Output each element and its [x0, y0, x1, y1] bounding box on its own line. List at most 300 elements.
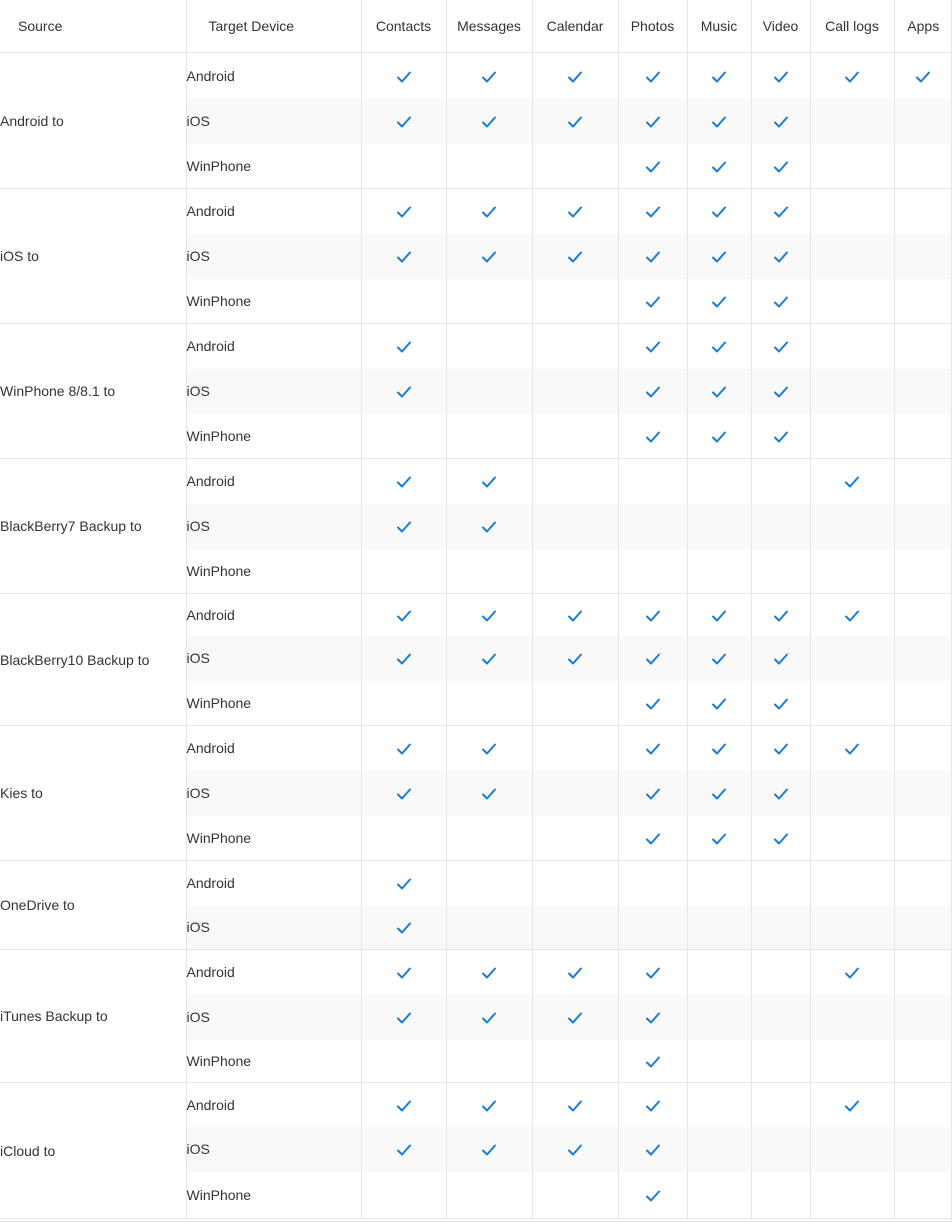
checkmark-icon [645, 115, 661, 129]
support-cell-apps [894, 681, 952, 726]
support-cell-calendar [532, 279, 618, 324]
support-cell-contacts [361, 906, 446, 950]
support-cell-video [751, 189, 810, 234]
support-cell-messages [446, 636, 532, 681]
support-cell-music [687, 1127, 751, 1172]
support-cell-contacts [361, 726, 446, 771]
support-cell-calendar [532, 234, 618, 279]
support-cell-apps [894, 234, 952, 279]
support-cell-photos [618, 234, 687, 279]
table-row [0, 324, 952, 369]
support-cell-music [687, 681, 751, 726]
checkmark-icon [711, 115, 727, 129]
checkmark-icon [773, 205, 789, 219]
support-cell-apps [894, 189, 952, 234]
checkmark-icon [567, 1143, 583, 1157]
support-cell-messages [446, 816, 532, 861]
support-cell-calendar [532, 1040, 618, 1083]
table-row [0, 1083, 952, 1127]
target-device-cell: Android [186, 53, 361, 99]
support-cell-apps [894, 279, 952, 324]
support-cell-calendar [532, 99, 618, 144]
support-cell-contacts [361, 1083, 446, 1127]
support-cell-apps [894, 1083, 952, 1127]
checkmark-icon [711, 250, 727, 264]
support-cell-video [751, 234, 810, 279]
source-cell: Kies to [0, 726, 186, 861]
header-photos: Photos [618, 0, 687, 53]
support-cell-call-logs [810, 549, 894, 594]
support-cell-messages [446, 279, 532, 324]
checkmark-icon [711, 160, 727, 174]
checkmark-icon [844, 609, 860, 623]
checkmark-icon [396, 520, 412, 534]
source-cell: Android to [0, 53, 186, 189]
header-source: Source [0, 0, 186, 53]
support-cell-photos [618, 459, 687, 504]
support-cell-call-logs [810, 906, 894, 950]
support-cell-call-logs [810, 681, 894, 726]
support-cell-apps [894, 950, 952, 995]
support-cell-calendar [532, 861, 618, 906]
checkmark-icon [481, 742, 497, 756]
target-device-cell: WinPhone [186, 549, 361, 594]
checkmark-icon [645, 160, 661, 174]
support-cell-video [751, 279, 810, 324]
support-cell-music [687, 995, 751, 1040]
support-cell-apps [894, 99, 952, 144]
target-device-cell: Android [186, 459, 361, 504]
support-cell-video [751, 771, 810, 816]
support-cell-photos [618, 636, 687, 681]
table-row [0, 459, 952, 504]
checkmark-icon [396, 205, 412, 219]
target-device-cell: iOS [186, 906, 361, 950]
support-cell-calendar [532, 1172, 618, 1219]
support-cell-contacts [361, 324, 446, 369]
checkmark-icon [396, 966, 412, 980]
support-cell-photos [618, 189, 687, 234]
support-cell-photos [618, 414, 687, 459]
checkmark-icon [396, 921, 412, 935]
checkmark-icon [396, 115, 412, 129]
checkmark-icon [773, 742, 789, 756]
checkmark-icon [645, 1055, 661, 1069]
support-cell-call-logs [810, 726, 894, 771]
checkmark-icon [844, 1099, 860, 1113]
support-cell-messages [446, 99, 532, 144]
support-cell-calendar [532, 636, 618, 681]
support-cell-calendar [532, 681, 618, 726]
support-cell-photos [618, 816, 687, 861]
target-device-cell: iOS [186, 636, 361, 681]
support-cell-music [687, 636, 751, 681]
checkmark-icon [711, 832, 727, 846]
support-cell-video [751, 369, 810, 414]
header-messages: Messages [446, 0, 532, 53]
support-cell-calendar [532, 771, 618, 816]
support-cell-calendar [532, 950, 618, 995]
checkmark-icon [773, 832, 789, 846]
checkmark-icon [645, 1099, 661, 1113]
support-cell-call-logs [810, 279, 894, 324]
support-cell-music [687, 369, 751, 414]
support-cell-contacts [361, 549, 446, 594]
support-cell-apps [894, 594, 952, 636]
support-cell-music [687, 906, 751, 950]
checkmark-icon [567, 652, 583, 666]
support-cell-contacts [361, 681, 446, 726]
checkmark-icon [567, 966, 583, 980]
checkmark-icon [396, 787, 412, 801]
support-cell-video [751, 1040, 810, 1083]
support-cell-call-logs [810, 1040, 894, 1083]
support-cell-photos [618, 906, 687, 950]
checkmark-icon [645, 205, 661, 219]
source-cell: BlackBerry10 Backup to [0, 594, 186, 726]
support-cell-apps [894, 816, 952, 861]
support-cell-apps [894, 504, 952, 549]
support-cell-contacts [361, 1127, 446, 1172]
support-cell-calendar [532, 1127, 618, 1172]
target-device-cell: Android [186, 726, 361, 771]
support-cell-messages [446, 549, 532, 594]
checkmark-icon [481, 250, 497, 264]
support-cell-music [687, 726, 751, 771]
checkmark-icon [481, 205, 497, 219]
support-cell-music [687, 279, 751, 324]
support-cell-messages [446, 594, 532, 636]
checkmark-icon [773, 787, 789, 801]
support-cell-video [751, 53, 810, 99]
checkmark-icon [711, 205, 727, 219]
support-cell-video [751, 816, 810, 861]
checkmark-icon [645, 966, 661, 980]
checkmark-icon [711, 340, 727, 354]
support-cell-photos [618, 1172, 687, 1219]
checkmark-icon [711, 697, 727, 711]
support-cell-calendar [532, 189, 618, 234]
checkmark-icon [711, 652, 727, 666]
support-cell-call-logs [810, 459, 894, 504]
support-cell-photos [618, 681, 687, 726]
checkmark-icon [844, 742, 860, 756]
support-cell-video [751, 636, 810, 681]
support-cell-video [751, 1127, 810, 1172]
support-cell-music [687, 53, 751, 99]
support-cell-apps [894, 324, 952, 369]
support-cell-music [687, 414, 751, 459]
header-music: Music [687, 0, 751, 53]
support-cell-video [751, 681, 810, 726]
checkmark-icon [567, 1011, 583, 1025]
support-cell-music [687, 950, 751, 995]
support-cell-photos [618, 53, 687, 99]
support-cell-contacts [361, 594, 446, 636]
support-cell-messages [446, 726, 532, 771]
checkmark-icon [645, 1011, 661, 1025]
checkmark-icon [396, 250, 412, 264]
support-cell-contacts [361, 369, 446, 414]
checkmark-icon [567, 70, 583, 84]
support-cell-music [687, 99, 751, 144]
support-cell-music [687, 234, 751, 279]
target-device-cell: WinPhone [186, 144, 361, 189]
support-cell-video [751, 459, 810, 504]
target-device-cell: WinPhone [186, 681, 361, 726]
support-cell-music [687, 816, 751, 861]
checkmark-icon [481, 475, 497, 489]
support-cell-video [751, 504, 810, 549]
checkmark-icon [481, 1099, 497, 1113]
checkmark-icon [773, 697, 789, 711]
support-cell-messages [446, 1127, 532, 1172]
support-cell-messages [446, 1040, 532, 1083]
checkmark-icon [711, 295, 727, 309]
checkmark-icon [567, 1099, 583, 1113]
support-cell-contacts [361, 816, 446, 861]
checkmark-icon [711, 742, 727, 756]
support-cell-apps [894, 53, 952, 99]
support-cell-photos [618, 324, 687, 369]
support-cell-messages [446, 995, 532, 1040]
support-cell-contacts [361, 414, 446, 459]
support-cell-call-logs [810, 504, 894, 549]
support-cell-photos [618, 1083, 687, 1127]
support-cell-calendar [532, 995, 618, 1040]
support-cell-video [751, 1083, 810, 1127]
support-cell-photos [618, 1127, 687, 1172]
support-cell-call-logs [810, 53, 894, 99]
checkmark-icon [645, 832, 661, 846]
checkmark-icon [645, 1189, 661, 1203]
checkmark-icon [645, 787, 661, 801]
support-cell-video [751, 324, 810, 369]
support-cell-call-logs [810, 144, 894, 189]
target-device-cell: Android [186, 594, 361, 636]
support-cell-call-logs [810, 861, 894, 906]
support-cell-music [687, 144, 751, 189]
checkmark-icon [645, 1143, 661, 1157]
support-cell-contacts [361, 144, 446, 189]
checkmark-icon [645, 250, 661, 264]
support-cell-contacts [361, 950, 446, 995]
header-video: Video [751, 0, 810, 53]
checkmark-icon [396, 609, 412, 623]
support-cell-messages [446, 189, 532, 234]
support-cell-music [687, 324, 751, 369]
checkmark-icon [711, 385, 727, 399]
target-device-cell: WinPhone [186, 816, 361, 861]
support-cell-apps [894, 144, 952, 189]
support-cell-call-logs [810, 234, 894, 279]
checkmark-icon [481, 966, 497, 980]
checkmark-icon [396, 1099, 412, 1113]
support-cell-calendar [532, 53, 618, 99]
support-cell-music [687, 1083, 751, 1127]
checkmark-icon [711, 430, 727, 444]
support-cell-photos [618, 594, 687, 636]
support-cell-call-logs [810, 594, 894, 636]
target-device-cell: Android [186, 324, 361, 369]
support-cell-call-logs [810, 771, 894, 816]
support-cell-apps [894, 414, 952, 459]
support-cell-music [687, 861, 751, 906]
checkmark-icon [773, 115, 789, 129]
header-call-logs: Call logs [810, 0, 894, 53]
checkmark-icon [844, 475, 860, 489]
support-cell-photos [618, 995, 687, 1040]
checkmark-icon [396, 340, 412, 354]
header-calendar: Calendar [532, 0, 618, 53]
table-row [0, 594, 952, 636]
support-cell-music [687, 549, 751, 594]
support-cell-video [751, 594, 810, 636]
checkmark-icon [711, 609, 727, 623]
support-cell-contacts [361, 995, 446, 1040]
target-device-cell: iOS [186, 504, 361, 549]
target-device-cell: WinPhone [186, 1172, 361, 1219]
source-cell: BlackBerry7 Backup to [0, 459, 186, 594]
checkmark-icon [396, 475, 412, 489]
target-device-cell: WinPhone [186, 1040, 361, 1083]
support-cell-calendar [532, 369, 618, 414]
checkmark-icon [396, 70, 412, 84]
support-cell-video [751, 861, 810, 906]
target-device-cell: iOS [186, 771, 361, 816]
support-cell-messages [446, 459, 532, 504]
table-row [0, 53, 952, 99]
checkmark-icon [396, 742, 412, 756]
support-cell-calendar [532, 144, 618, 189]
support-cell-contacts [361, 504, 446, 549]
checkmark-icon [481, 70, 497, 84]
checkmark-icon [773, 609, 789, 623]
support-cell-apps [894, 369, 952, 414]
support-cell-calendar [532, 816, 618, 861]
support-cell-photos [618, 99, 687, 144]
support-cell-music [687, 459, 751, 504]
support-cell-call-logs [810, 1172, 894, 1219]
source-cell: iCloud to [0, 1083, 186, 1219]
target-device-cell: Android [186, 189, 361, 234]
header-row [0, 0, 952, 53]
support-cell-contacts [361, 1172, 446, 1219]
checkmark-icon [481, 787, 497, 801]
checkmark-icon [645, 697, 661, 711]
table-row [0, 189, 952, 234]
support-cell-call-logs [810, 950, 894, 995]
support-cell-contacts [361, 771, 446, 816]
support-cell-apps [894, 861, 952, 906]
checkmark-icon [773, 385, 789, 399]
table-row [0, 726, 952, 771]
support-cell-apps [894, 906, 952, 950]
support-cell-calendar [532, 459, 618, 504]
checkmark-icon [773, 295, 789, 309]
checkmark-icon [645, 70, 661, 84]
support-cell-messages [446, 1172, 532, 1219]
checkmark-icon [567, 250, 583, 264]
source-cell: iOS to [0, 189, 186, 324]
support-cell-messages [446, 414, 532, 459]
support-cell-video [751, 99, 810, 144]
checkmark-icon [844, 70, 860, 84]
header-target-device: Target Device [186, 0, 361, 53]
checkmark-icon [396, 1011, 412, 1025]
support-cell-video [751, 995, 810, 1040]
support-cell-apps [894, 1127, 952, 1172]
support-cell-messages [446, 144, 532, 189]
support-cell-photos [618, 144, 687, 189]
checkmark-icon [645, 742, 661, 756]
support-cell-calendar [532, 324, 618, 369]
support-cell-video [751, 1172, 810, 1219]
support-cell-messages [446, 771, 532, 816]
target-device-cell: Android [186, 950, 361, 995]
checkmark-icon [396, 385, 412, 399]
checkmark-icon [396, 1143, 412, 1157]
support-cell-messages [446, 504, 532, 549]
checkmark-icon [773, 70, 789, 84]
support-cell-messages [446, 1083, 532, 1127]
target-device-cell: iOS [186, 995, 361, 1040]
support-cell-apps [894, 995, 952, 1040]
support-cell-contacts [361, 861, 446, 906]
target-device-cell: WinPhone [186, 279, 361, 324]
support-cell-apps [894, 726, 952, 771]
table-row [0, 861, 952, 906]
support-cell-photos [618, 549, 687, 594]
checkmark-icon [645, 295, 661, 309]
support-cell-contacts [361, 1040, 446, 1083]
support-cell-call-logs [810, 816, 894, 861]
table-row [0, 950, 952, 995]
checkmark-icon [645, 652, 661, 666]
checkmark-icon [481, 115, 497, 129]
support-cell-messages [446, 324, 532, 369]
support-cell-video [751, 950, 810, 995]
support-cell-messages [446, 681, 532, 726]
checkmark-icon [396, 877, 412, 891]
checkmark-icon [645, 609, 661, 623]
support-cell-video [751, 726, 810, 771]
support-cell-call-logs [810, 369, 894, 414]
support-cell-photos [618, 279, 687, 324]
checkmark-icon [396, 652, 412, 666]
support-cell-messages [446, 234, 532, 279]
support-cell-messages [446, 369, 532, 414]
support-cell-photos [618, 771, 687, 816]
support-cell-music [687, 594, 751, 636]
support-cell-call-logs [810, 189, 894, 234]
target-device-cell: iOS [186, 1127, 361, 1172]
support-cell-contacts [361, 636, 446, 681]
checkmark-icon [844, 966, 860, 980]
support-cell-apps [894, 771, 952, 816]
checkmark-icon [481, 609, 497, 623]
support-cell-photos [618, 950, 687, 995]
checkmark-icon [481, 1143, 497, 1157]
support-cell-photos [618, 861, 687, 906]
target-device-cell: Android [186, 861, 361, 906]
support-cell-photos [618, 369, 687, 414]
support-cell-apps [894, 459, 952, 504]
support-cell-video [751, 906, 810, 950]
support-cell-photos [618, 726, 687, 771]
support-cell-call-logs [810, 414, 894, 459]
support-cell-video [751, 144, 810, 189]
